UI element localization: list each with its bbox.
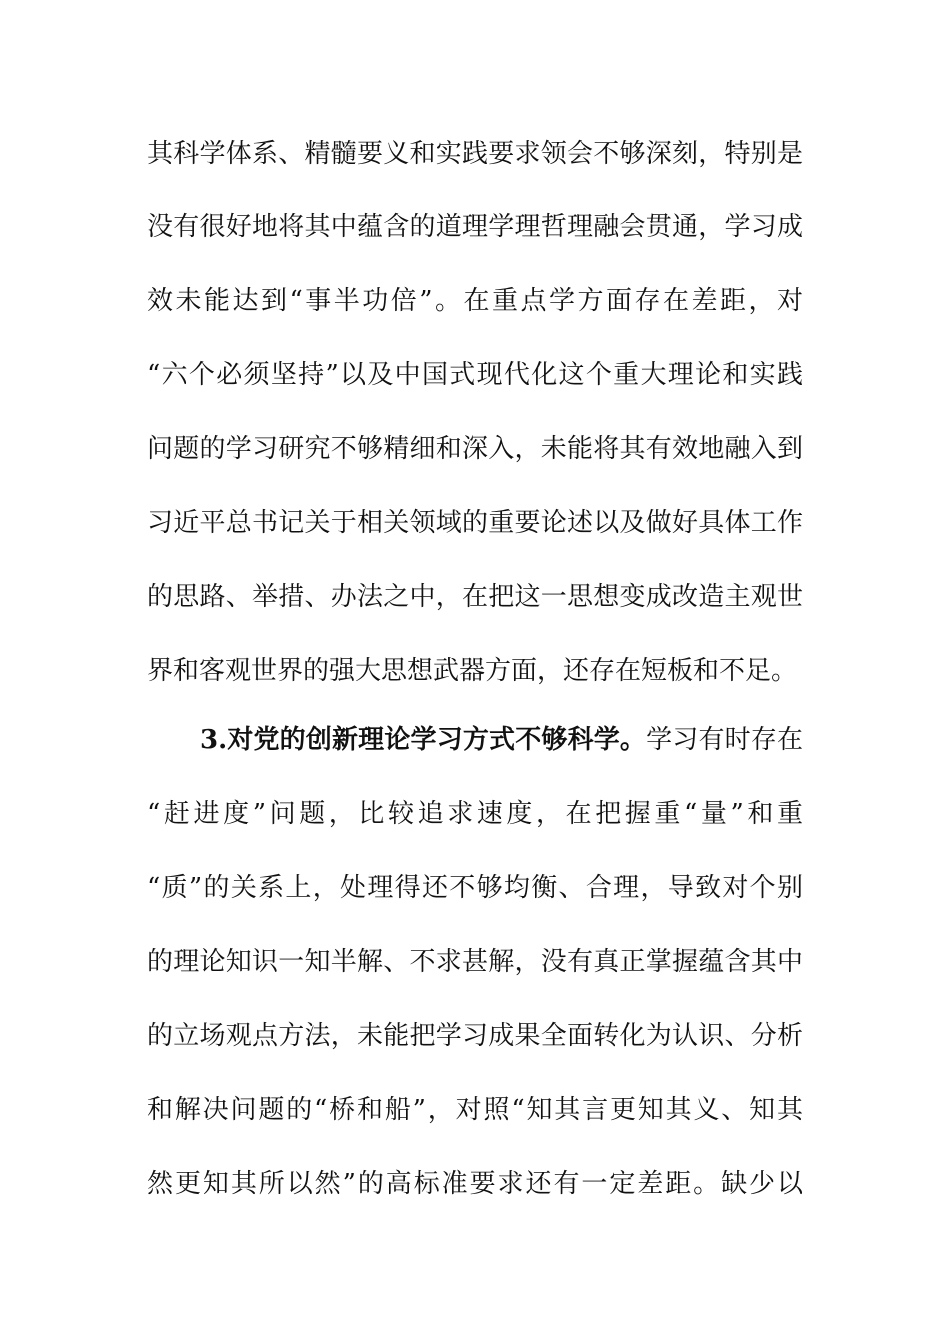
paragraph-line: 的立场观点方法，未能把学习成果全面转化为认识、分析 [147, 1021, 803, 1051]
section-first-line [200, 720, 803, 760]
paragraph-line: 界和客观世界的强大思想武器方面，还存在短板和不足。 [147, 656, 798, 686]
paragraph-line: “质”的关系上，处理得还不够均衡、合理，导致对个别 [147, 873, 803, 903]
paragraph-line: “六个必须坚持”以及中国式现代化这个重大理论和实践 [147, 360, 803, 390]
paragraph-line: 效未能达到“事半功倍”。在重点学方面存在差距，对 [147, 286, 803, 316]
section-heading-continuation: 学习有时存在 [646, 725, 803, 755]
section-heading: 3.对党的创新理论学习方式不够科学。 [200, 725, 647, 755]
paragraph-line: 的思路、举措、办法之中，在把这一思想变成改造主观世 [147, 582, 803, 612]
paragraph-line: 问题的学习研究不够精细和深入，未能将其有效地融入到 [147, 434, 803, 464]
paragraph-line: 和解决问题的“桥和船”，对照“知其言更知其义、知其 [147, 1095, 803, 1125]
paragraph-line: 习近平总书记关于相关领域的重要论述以及做好具体工作 [147, 508, 803, 538]
paragraph-line: 的理论知识一知半解、不求甚解，没有真正掌握蕴含其中 [147, 947, 803, 977]
paragraph-line: 没有很好地将其中蕴含的道理学理哲理融会贯通，学习成 [147, 212, 803, 242]
paragraph-line: 其科学体系、精髓要义和实践要求领会不够深刻，特别是 [147, 139, 803, 169]
paragraph-line: 然更知其所以然”的高标准要求还有一定差距。缺少以 [147, 1169, 803, 1199]
paragraph-line: “赶进度”问题，比较追求速度，在把握重“量”和重 [147, 799, 803, 829]
